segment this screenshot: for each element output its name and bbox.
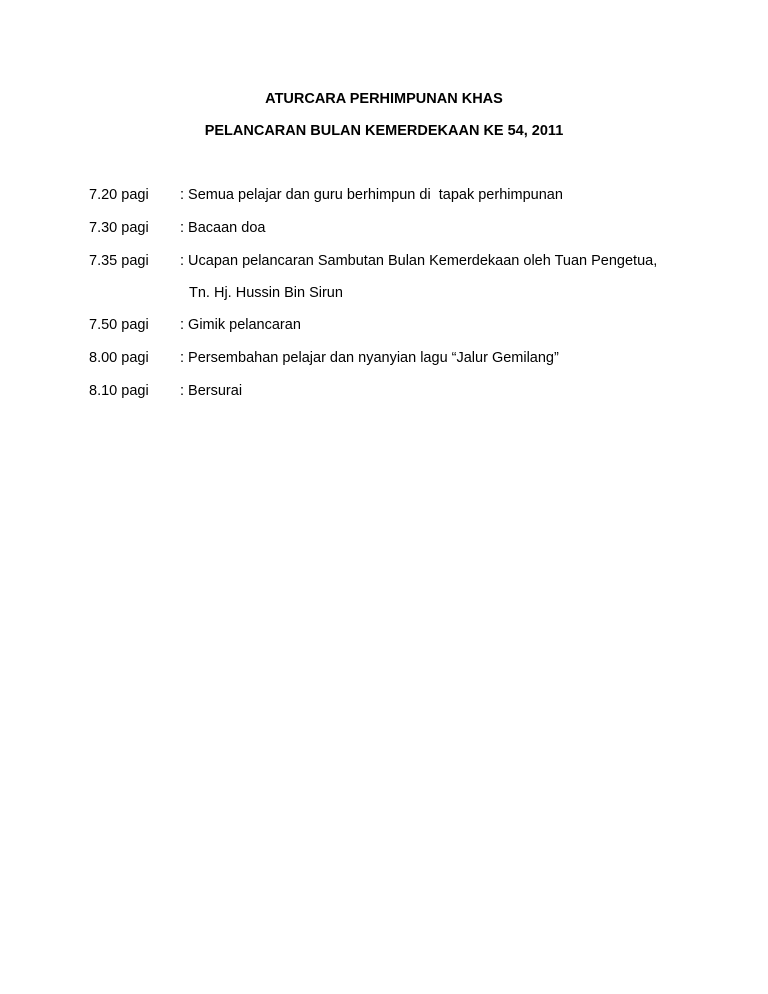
schedule-time: 7.30 pagi — [89, 220, 149, 236]
schedule-activity: : Ucapan pelancaran Sambutan Bulan Kemerdekaan oleh Tuan Pengetua, — [180, 253, 658, 269]
schedule-activity: : Bersurai — [180, 383, 243, 399]
schedule-activity: : Gimik pelancaran — [180, 317, 301, 333]
schedule-time: 8.00 pagi — [89, 350, 149, 366]
schedule-row — [0, 348, 768, 368]
document-subtitle: PELANCARAN BULAN KEMERDEKAAN KE 54, 2011 — [204, 123, 564, 139]
schedule-row — [0, 381, 768, 401]
schedule-row — [0, 315, 768, 335]
schedule-time: 7.35 pagi — [89, 253, 149, 269]
schedule-activity: : Semua pelajar dan guru berhimpun di tapak perhimpunan — [180, 187, 563, 203]
schedule-row — [0, 218, 768, 238]
schedule-row-continuation — [0, 283, 768, 303]
document-title: ATURCARA PERHIMPUNAN KHAS — [265, 91, 503, 107]
schedule-time: 8.10 pagi — [89, 383, 149, 399]
schedule-activity: : Bacaan doa — [180, 220, 266, 236]
schedule-row — [0, 251, 768, 271]
schedule-activity: : Persembahan pelajar dan nyanyian lagu “Jalur Gemilang” — [180, 350, 559, 366]
schedule-time: 7.20 pagi — [89, 187, 149, 203]
schedule-row — [0, 185, 768, 205]
schedule-activity-continuation: Tn. Hj. Hussin Bin Sirun — [189, 285, 343, 301]
schedule-time: 7.50 pagi — [89, 317, 149, 333]
